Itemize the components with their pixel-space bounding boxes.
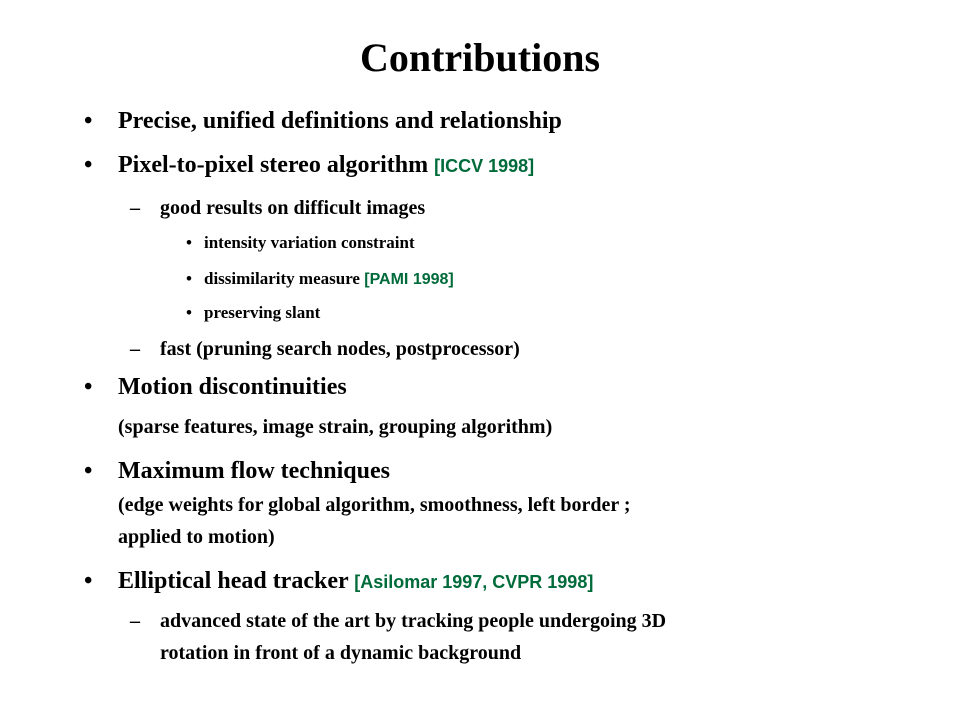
bullet-elliptical-head-tracker: [118, 566, 593, 597]
bullet-max-flow-detail-1: (edge weights for global algorithm, smoothness, left border ;: [118, 494, 631, 516]
bullet-motion-detail: (sparse features, image strain, grouping algorithm): [118, 416, 553, 438]
sub-sub-marker: •: [186, 233, 192, 252]
citation-pami: [PAMI 1998]: [364, 271, 454, 288]
sub-marker: –: [130, 197, 140, 219]
bullet-marker: •: [84, 374, 93, 400]
sub-marker: –: [130, 610, 140, 632]
item-intensity-variation: intensity variation constraint: [204, 233, 415, 252]
sub-advanced-state-line1: advanced state of the art by tracking people undergoing 3D: [160, 610, 667, 632]
slide-title: Contributions: [359, 35, 601, 80]
bullet-marker: •: [84, 108, 93, 134]
bullet-text: Pixel-to-pixel stereo algorithm: [118, 152, 435, 178]
bullet-marker: •: [84, 568, 93, 594]
bullet-text: Elliptical head tracker: [118, 568, 355, 594]
bullet-motion-discontinuities: Motion discontinuities: [118, 374, 347, 400]
bullet-max-flow-detail-2: applied to motion): [118, 526, 275, 548]
sub-fast: fast (pruning search nodes, postprocessor): [160, 338, 520, 360]
bullet-maximum-flow: Maximum flow techniques: [118, 458, 390, 484]
sub-marker: –: [130, 338, 140, 360]
item-preserving-slant: preserving slant: [204, 303, 321, 322]
bullet-marker: •: [84, 458, 93, 484]
citation-asilomar-cvpr: [Asilomar 1997, CVPR 1998]: [354, 572, 594, 592]
item-dissimilarity-measure: [204, 268, 454, 291]
bullet-marker: •: [84, 152, 93, 178]
bullet-precise-definitions: Precise, unified definitions and relationship: [118, 108, 562, 134]
sub-sub-marker: •: [186, 303, 192, 322]
citation-iccv: [ICCV 1998]: [434, 156, 535, 176]
sub-sub-marker: •: [186, 269, 192, 288]
sub-advanced-state-line2: rotation in front of a dynamic background: [160, 642, 522, 664]
sub-good-results: good results on difficult images: [160, 197, 426, 219]
bullet-stereo-algorithm: [118, 150, 534, 181]
item-text: dissimilarity measure: [204, 269, 365, 288]
